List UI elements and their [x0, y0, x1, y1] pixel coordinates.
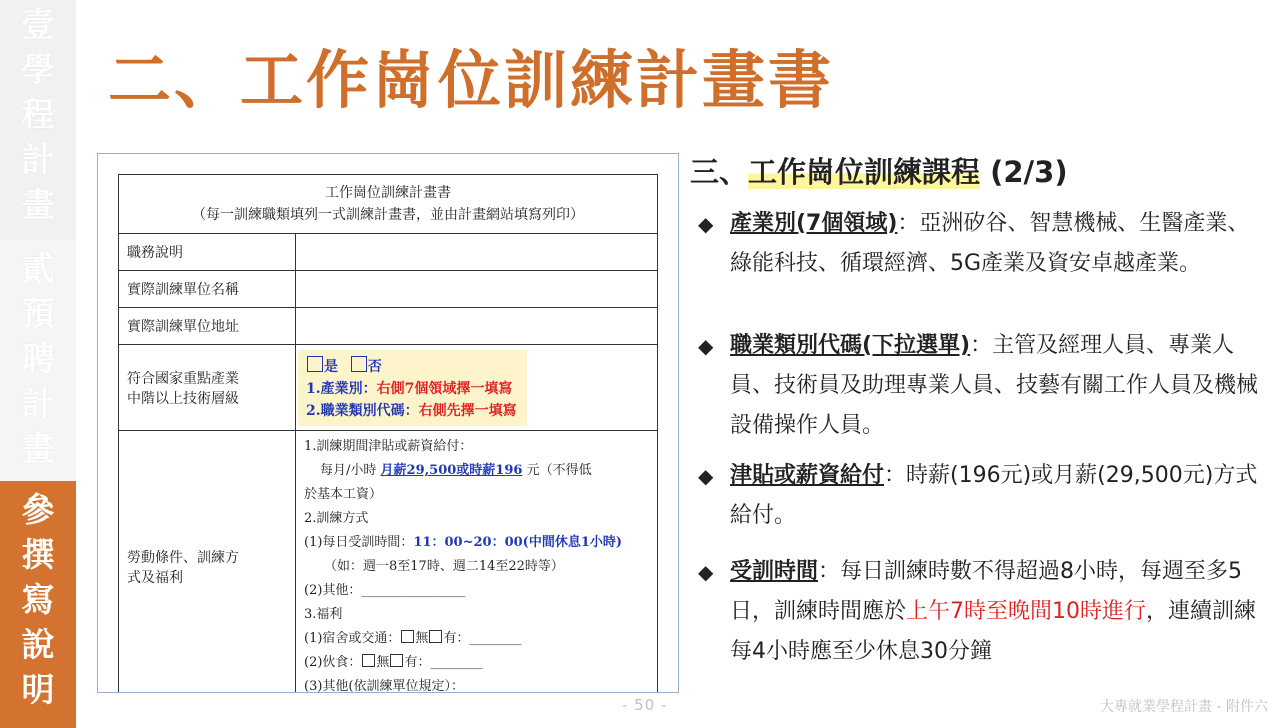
industry-note-2-prefix: 2.職業類別代碼： — [306, 402, 419, 419]
industry-value — [296, 345, 658, 431]
diamond-bullet-icon: ◆ — [698, 334, 714, 358]
condition-text: 每月/小時 — [320, 463, 377, 478]
section-sidebar — [0, 0, 76, 722]
salary-value: 月薪29,500或時薪196 — [380, 463, 523, 478]
bullet-text: ：每日訓練時數不得超過8小時，每週至多5日，訓練時間應於 — [730, 559, 1243, 624]
condition-text: 有：________ — [443, 631, 522, 646]
industry-note-1-prefix: 1.產業別： — [306, 380, 377, 397]
form-header — [119, 175, 658, 234]
labor-label — [119, 431, 296, 694]
sidebar-char: 寫 — [21, 580, 55, 619]
checkbox[interactable] — [429, 630, 442, 643]
industry-note-2-text: 右側先擇一填寫 — [418, 402, 517, 419]
sidebar-char: 壹 — [21, 5, 55, 44]
form-row-label: 職務說明 — [119, 234, 296, 271]
footer-doc-name: 大專就業學程計畫 - 附件六 — [1100, 699, 1268, 715]
checkbox[interactable] — [401, 630, 414, 643]
condition-text: 無 — [415, 631, 429, 646]
checkbox[interactable] — [390, 654, 403, 667]
industry-choice — [306, 356, 517, 378]
sidebar-char: 計 — [21, 384, 55, 423]
form-row-value — [296, 308, 658, 345]
condition-line — [304, 627, 649, 651]
form-row-label: 實際訓練單位名稱 — [119, 271, 296, 308]
industry-label — [119, 345, 296, 431]
heading-highlight: 工作崗位訓練課程 — [748, 155, 981, 189]
sidebar-char: 明 — [21, 670, 55, 709]
industry-highlight — [298, 350, 527, 426]
bullet-text: ：時薪(196元)或月薪(29,500元)方式給付。 — [730, 463, 1258, 528]
condition-text: (1)宿舍或交通： — [304, 631, 401, 646]
condition-line: 2.訓練方式 — [304, 511, 369, 526]
industry-label-line: 中階以上技術層級 — [127, 390, 239, 407]
training-plan-form — [118, 174, 658, 693]
condition-line: (2)其他：________________ — [304, 583, 466, 598]
condition-text: (2)伙食： — [304, 655, 362, 670]
sidebar-char: 聘 — [21, 339, 55, 378]
bullet-key: 職業類別代碼(下拉選單) — [730, 333, 971, 358]
diamond-bullet-icon: ◆ — [698, 464, 714, 488]
checkbox-yes[interactable] — [307, 356, 323, 372]
condition-line: 3.福利 — [304, 607, 343, 622]
bullet-text: ：亞洲矽谷、智慧機械、生醫產業、綠能科技、循環經濟、5G產業及資安卓越產業。 — [730, 211, 1250, 276]
sidebar-char: 程 — [21, 95, 55, 134]
condition-line — [304, 531, 649, 555]
form-row-label: 實際訓練單位地址 — [119, 308, 296, 345]
form-subtitle: （每一訓練職類填列一式訓練計畫書，並由計畫網站填寫列印） — [192, 207, 584, 223]
labor-label-line: 式及福利 — [127, 570, 183, 586]
condition-line: 1.訓練期間津貼或薪資給付： — [304, 439, 473, 454]
industry-label-line: 符合國家重點產業 — [127, 370, 239, 387]
sidebar-char: 撰 — [21, 535, 55, 574]
page-number: - 50 - — [622, 696, 668, 714]
sidebar-char: 預 — [21, 294, 55, 333]
labor-label-line: 勞動條件、訓練方 — [127, 550, 239, 566]
sidebar-char: 貳 — [21, 249, 55, 288]
condition-text: 無 — [376, 655, 390, 670]
slide-title: 二、工作崗位訓練計畫書 — [108, 44, 834, 117]
checkbox[interactable] — [362, 654, 375, 667]
industry-note-2 — [306, 400, 517, 422]
training-plan-form-image — [97, 153, 679, 693]
course-explanation-panel — [690, 150, 1280, 664]
bullet-highlight: 上午7時至晚間10時進行 — [906, 599, 1147, 624]
bullet-training-hours — [698, 552, 1268, 672]
section-heading — [690, 150, 1280, 191]
form-title: 工作崗位訓練計畫書 — [325, 185, 451, 201]
sidebar-section-program-plan[interactable] — [0, 0, 76, 242]
condition-line — [304, 651, 649, 675]
condition-line: (3)其他(依訓練單位規定）：______________ — [304, 679, 555, 693]
bullet-text: ，連續訓練每4小時應至少休息30分鐘 — [730, 599, 1257, 664]
condition-text: 元（不得低 — [526, 463, 592, 478]
sidebar-section-pre-hire-plan[interactable] — [0, 240, 76, 486]
sidebar-section-writing-guide[interactable] — [0, 481, 76, 728]
sidebar-char: 計 — [21, 140, 55, 179]
bullet-salary — [698, 456, 1268, 536]
sidebar-char: 學 — [21, 50, 55, 89]
condition-line — [304, 459, 649, 483]
form-row-value — [296, 271, 658, 308]
sidebar-char: 畫 — [21, 429, 55, 468]
bullet-key: 津貼或薪資給付 — [730, 463, 885, 488]
heading-suffix: (2/3) — [980, 155, 1068, 189]
training-hours-value: 11：00~20：00(中間休息1小時) — [413, 535, 623, 550]
sidebar-char: 參 — [21, 490, 55, 529]
industry-note-1 — [306, 378, 517, 400]
labor-conditions — [296, 431, 658, 694]
checkbox-no-label: 否 — [367, 358, 382, 375]
sidebar-char: 畫 — [21, 185, 55, 224]
condition-text: 有：________ — [404, 655, 483, 670]
checkbox-no[interactable] — [351, 356, 367, 372]
bullet-occupation-code — [698, 326, 1268, 446]
diamond-bullet-icon: ◆ — [698, 560, 714, 584]
checkbox-yes-label: 是 — [324, 358, 338, 375]
condition-line: 於基本工資） — [304, 487, 383, 502]
bullet-key: 產業別(7個領域) — [730, 211, 898, 236]
bullet-industry — [698, 204, 1268, 284]
industry-note-1-text: 右側7個領域擇一填寫 — [376, 380, 513, 397]
bullet-text: ：主管及經理人員、專業人員、技術員及助理專業人員、技藝有關工作人員及機械設備操作人員。 — [730, 333, 1259, 438]
form-row-value — [296, 234, 658, 271]
bullet-key: 受訓時間 — [730, 559, 819, 584]
condition-text: (1)每日受訓時間： — [304, 535, 414, 550]
heading-prefix: 三、 — [690, 155, 749, 189]
diamond-bullet-icon: ◆ — [698, 212, 714, 236]
sidebar-char: 說 — [21, 625, 55, 664]
condition-line: （如：週一8至17時、週二14至22時等） — [324, 559, 564, 574]
